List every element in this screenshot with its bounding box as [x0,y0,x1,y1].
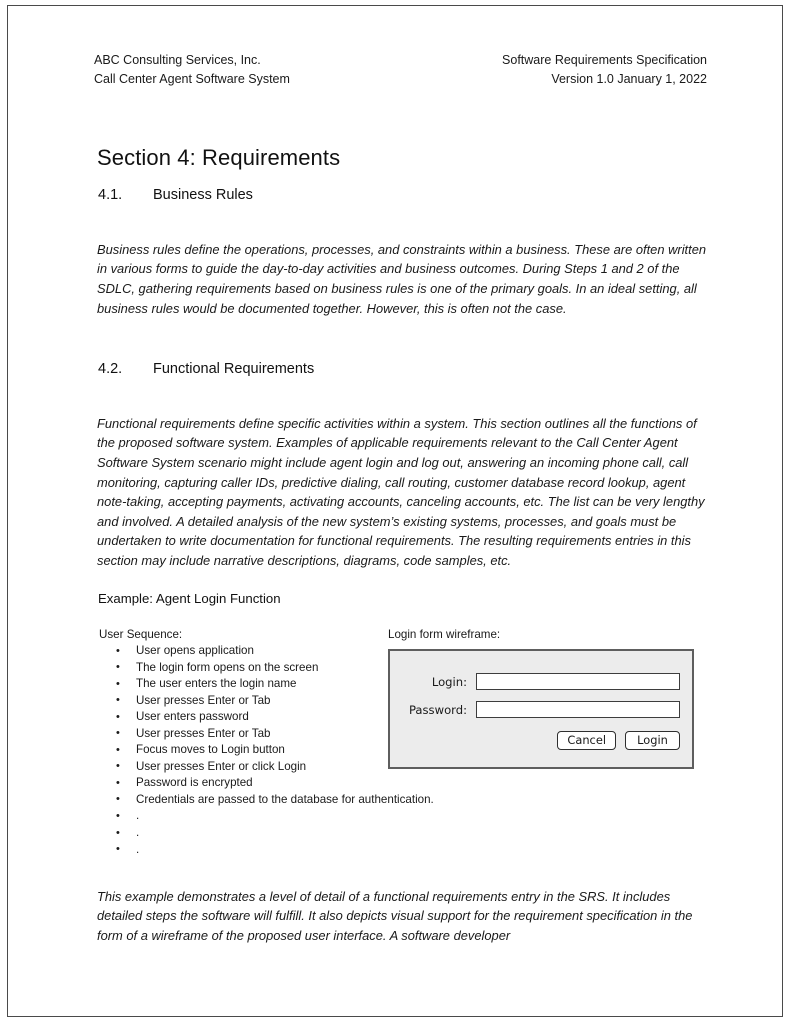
wireframe-caption: Login form wireframe: [388,628,501,641]
login-input[interactable] [476,673,680,690]
login-form-wireframe [388,649,694,769]
list-item: • User presses Enter or Tab [99,693,399,710]
section-title-4-1: Business Rules [153,187,253,203]
password-label: Password: [408,702,467,717]
list-item: • User opens application [99,643,399,660]
list-item: • . [99,825,399,842]
header-company-name: ABC Consulting Services, Inc. [94,53,261,67]
list-item: • Password is encrypted [99,775,399,792]
section-number-4-2: 4.2. [98,361,123,377]
header-left-block [94,51,290,89]
password-field-row [390,701,692,718]
section-title-4-2: Functional Requirements [153,361,315,377]
page-title: Section 4: Requirements [97,144,341,170]
example-heading: Example: Agent Login Function [98,591,281,606]
header-version-date: Version 1.0 January 1, 2022 [551,72,707,86]
section-number-4-1: 4.1. [98,187,123,203]
header-right-block [502,51,707,89]
list-item: • The user enters the login name [99,676,399,693]
list-item: • The login form opens on the screen [99,660,399,677]
wireframe-button-row [390,731,692,750]
paragraph-functional-requirements: Functional requirements define specific activities within a system. This section outlines all the functions of the proposed software system. Examples of applicable requirements relevant to the Call Center Agent Software System scenario might include agent login and log out, answering an incoming phone call, call monitoring, capturing caller IDs, predictive dialing, call routing, customer database record lookup, agent note-taking, accepting payments, activating accounts, canceling accounts, etc. The list can be very lengthy and involved. A detailed analysis of the new system’s existing systems, processes, and goals must be undertaken to write documentation for functional requirements. The resulting requirements entries in this section may include narrative descriptions, diagrams, code samples, etc. [97,415,705,569]
list-item: • User presses Enter or click Login [99,759,399,776]
list-item: • User enters password [99,709,399,726]
header-system-name: Call Center Agent Software System [94,72,290,86]
document-header [94,51,707,89]
user-sequence-list [99,643,434,858]
paragraph-closing: This example demonstrates a level of detail of a functional requirements entry in the SRS. It includes detailed steps the software will fulfill. It also depicts visual support for the requirement specification in the form of a wireframe of the proposed user interface. A software developer [97,888,693,944]
list-item: • Focus moves to Login button [99,742,399,759]
section-heading-business-rules [98,187,253,203]
list-item: • User presses Enter or Tab [99,726,399,743]
section-heading-functional-requirements [98,361,314,377]
login-label: Login: [431,674,467,689]
list-item: • . [99,808,399,825]
paragraph-business-rules: Business rules define the operations, processes, and constraints within a business. These are often written in various forms to guide the day-to-day activities and business outcomes. During Steps 1 and 2 of the SDLC, gathering requirements based on business rules is one of the primary goals. In an ideal setting, all business rules would be documented together. However, this is often not the case. [97,241,707,316]
user-sequence-label: User Sequence: [99,628,183,641]
document-page [7,5,783,1017]
cancel-button[interactable]: Cancel [557,731,616,750]
list-item: • . [99,842,399,859]
password-input[interactable] [476,701,680,718]
login-field-row [390,673,692,690]
login-button[interactable]: Login [625,731,680,750]
list-item: • Credentials are passed to the database for authentication. [99,792,399,809]
header-document-type: Software Requirements Specification [502,53,707,67]
